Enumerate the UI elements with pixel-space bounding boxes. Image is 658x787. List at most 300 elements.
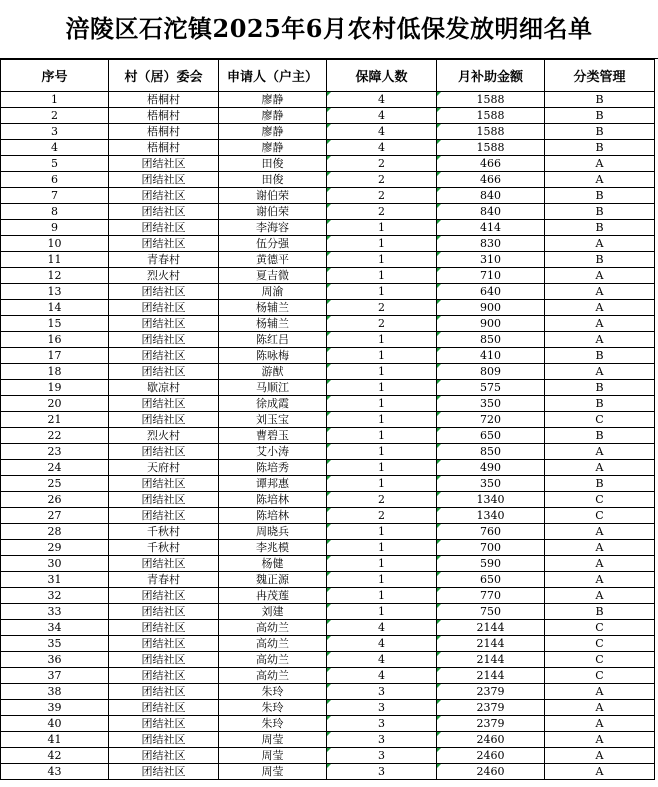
cell-serial[interactable]: 20 <box>1 396 109 412</box>
cell-category[interactable]: A <box>545 748 655 764</box>
cell-village[interactable]: 团结社区 <box>109 220 219 236</box>
cell-category[interactable]: A <box>545 332 655 348</box>
table-row <box>1 748 655 764</box>
cell-serial[interactable]: 25 <box>1 476 109 492</box>
cell-category[interactable]: A <box>545 572 655 588</box>
cell-category[interactable]: C <box>545 412 655 428</box>
table-row <box>1 300 655 316</box>
table-row <box>1 508 655 524</box>
cell-village[interactable]: 歇凉村 <box>109 380 219 396</box>
cell-village[interactable]: 青春村 <box>109 252 219 268</box>
cell-persons[interactable]: 1 <box>327 524 437 540</box>
cell-serial[interactable]: 41 <box>1 732 109 748</box>
cell-persons[interactable]: 1 <box>327 604 437 620</box>
cell-category[interactable]: A <box>545 716 655 732</box>
cell-amount[interactable]: 830 <box>437 236 545 252</box>
cell-serial[interactable]: 43 <box>1 764 109 780</box>
cell-village[interactable]: 团结社区 <box>109 348 219 364</box>
cell-amount[interactable]: 809 <box>437 364 545 380</box>
cell-persons[interactable]: 2 <box>327 204 437 220</box>
cell-amount[interactable]: 900 <box>437 300 545 316</box>
cell-persons[interactable]: 1 <box>327 540 437 556</box>
cell-village[interactable]: 团结社区 <box>109 156 219 172</box>
cell-category[interactable]: A <box>545 524 655 540</box>
cell-applicant[interactable]: 杨辅兰 <box>219 316 327 332</box>
cell-amount[interactable]: 760 <box>437 524 545 540</box>
cell-category[interactable]: A <box>545 684 655 700</box>
cell-amount[interactable]: 2460 <box>437 748 545 764</box>
cell-amount[interactable]: 720 <box>437 412 545 428</box>
table-row <box>1 316 655 332</box>
cell-serial[interactable]: 40 <box>1 716 109 732</box>
cell-applicant[interactable]: 艾小涛 <box>219 444 327 460</box>
cell-amount[interactable]: 770 <box>437 588 545 604</box>
cell-serial[interactable]: 32 <box>1 588 109 604</box>
cell-persons[interactable]: 1 <box>327 444 437 460</box>
cell-village[interactable]: 千秋村 <box>109 524 219 540</box>
cell-applicant[interactable]: 周渝 <box>219 284 327 300</box>
table-row <box>1 236 655 252</box>
cell-applicant[interactable]: 田俊 <box>219 156 327 172</box>
cell-category[interactable]: B <box>545 108 655 124</box>
cell-serial[interactable]: 15 <box>1 316 109 332</box>
cell-category[interactable]: A <box>545 316 655 332</box>
cell-serial[interactable]: 30 <box>1 556 109 572</box>
cell-persons[interactable]: 4 <box>327 124 437 140</box>
cell-applicant[interactable]: 魏正源 <box>219 572 327 588</box>
cell-persons[interactable]: 1 <box>327 460 437 476</box>
cell-village[interactable]: 团结社区 <box>109 732 219 748</box>
cell-serial[interactable]: 38 <box>1 684 109 700</box>
cell-serial[interactable]: 23 <box>1 444 109 460</box>
cell-category[interactable]: C <box>545 492 655 508</box>
cell-amount[interactable]: 840 <box>437 204 545 220</box>
cell-applicant[interactable]: 朱玲 <box>219 684 327 700</box>
cell-category[interactable]: A <box>545 700 655 716</box>
cell-serial[interactable]: 31 <box>1 572 109 588</box>
cell-serial[interactable]: 27 <box>1 508 109 524</box>
cell-persons[interactable]: 2 <box>327 156 437 172</box>
cell-amount[interactable]: 350 <box>437 396 545 412</box>
cell-village[interactable]: 团结社区 <box>109 476 219 492</box>
cell-village[interactable]: 团结社区 <box>109 620 219 636</box>
cell-category[interactable]: B <box>545 396 655 412</box>
cell-category[interactable]: B <box>545 140 655 156</box>
cell-amount[interactable]: 2144 <box>437 668 545 684</box>
cell-applicant[interactable]: 朱玲 <box>219 700 327 716</box>
table-row <box>1 476 655 492</box>
cell-persons[interactable]: 1 <box>327 364 437 380</box>
cell-serial[interactable]: 17 <box>1 348 109 364</box>
cell-applicant[interactable]: 黄德平 <box>219 252 327 268</box>
cell-village[interactable]: 梧桐村 <box>109 140 219 156</box>
cell-serial[interactable]: 19 <box>1 380 109 396</box>
header-row <box>1 60 655 92</box>
cell-applicant[interactable]: 高幼兰 <box>219 652 327 668</box>
cell-village[interactable]: 梧桐村 <box>109 92 219 108</box>
cell-village[interactable]: 团结社区 <box>109 764 219 780</box>
cell-applicant[interactable]: 谭邦惠 <box>219 476 327 492</box>
cell-village[interactable]: 团结社区 <box>109 684 219 700</box>
cell-persons[interactable]: 2 <box>327 300 437 316</box>
cell-persons[interactable]: 4 <box>327 668 437 684</box>
cell-serial[interactable]: 42 <box>1 748 109 764</box>
cell-serial[interactable]: 28 <box>1 524 109 540</box>
cell-persons[interactable]: 1 <box>327 380 437 396</box>
cell-serial[interactable]: 37 <box>1 668 109 684</box>
cell-applicant[interactable]: 朱玲 <box>219 716 327 732</box>
cell-category[interactable]: A <box>545 156 655 172</box>
cell-persons[interactable]: 3 <box>327 764 437 780</box>
cell-persons[interactable]: 1 <box>327 332 437 348</box>
cell-amount[interactable]: 466 <box>437 156 545 172</box>
cell-village[interactable]: 团结社区 <box>109 588 219 604</box>
cell-amount[interactable]: 350 <box>437 476 545 492</box>
cell-amount[interactable]: 414 <box>437 220 545 236</box>
cell-village[interactable]: 团结社区 <box>109 284 219 300</box>
cell-persons[interactable]: 1 <box>327 236 437 252</box>
cell-serial[interactable]: 18 <box>1 364 109 380</box>
cell-amount[interactable]: 590 <box>437 556 545 572</box>
cell-applicant[interactable]: 徐成霞 <box>219 396 327 412</box>
cell-serial[interactable]: 6 <box>1 172 109 188</box>
cell-amount[interactable]: 1340 <box>437 508 545 524</box>
cell-applicant[interactable]: 陈咏梅 <box>219 348 327 364</box>
cell-village[interactable]: 团结社区 <box>109 172 219 188</box>
cell-amount[interactable]: 640 <box>437 284 545 300</box>
cell-amount[interactable]: 650 <box>437 572 545 588</box>
cell-amount[interactable]: 700 <box>437 540 545 556</box>
cell-amount[interactable]: 2379 <box>437 700 545 716</box>
cell-applicant[interactable]: 谢伯荣 <box>219 204 327 220</box>
cell-applicant[interactable]: 周晓兵 <box>219 524 327 540</box>
cell-serial[interactable]: 21 <box>1 412 109 428</box>
cell-village[interactable]: 团结社区 <box>109 396 219 412</box>
cell-persons[interactable]: 4 <box>327 140 437 156</box>
table-row <box>1 284 655 300</box>
table-row <box>1 268 655 284</box>
cell-amount[interactable]: 650 <box>437 428 545 444</box>
cell-serial[interactable]: 4 <box>1 140 109 156</box>
cell-category[interactable]: B <box>545 604 655 620</box>
cell-persons[interactable]: 1 <box>327 220 437 236</box>
cell-village[interactable]: 团结社区 <box>109 556 219 572</box>
cell-village[interactable]: 天府村 <box>109 460 219 476</box>
cell-persons[interactable]: 2 <box>327 172 437 188</box>
cell-village[interactable]: 团结社区 <box>109 316 219 332</box>
cell-serial[interactable]: 39 <box>1 700 109 716</box>
cell-category[interactable]: B <box>545 188 655 204</box>
cell-village[interactable]: 团结社区 <box>109 748 219 764</box>
cell-village[interactable]: 团结社区 <box>109 412 219 428</box>
header-category[interactable]: 分类管理 <box>545 60 655 92</box>
table-row <box>1 588 655 604</box>
cell-category[interactable]: B <box>545 380 655 396</box>
cell-applicant[interactable]: 刘建 <box>219 604 327 620</box>
header-persons[interactable]: 保障人数 <box>327 60 437 92</box>
cell-amount[interactable]: 900 <box>437 316 545 332</box>
cell-applicant[interactable]: 游猷 <box>219 364 327 380</box>
cell-persons[interactable]: 1 <box>327 428 437 444</box>
cell-amount[interactable]: 1588 <box>437 124 545 140</box>
table-row <box>1 396 655 412</box>
cell-category[interactable]: A <box>545 732 655 748</box>
cell-serial[interactable]: 26 <box>1 492 109 508</box>
cell-category[interactable]: A <box>545 300 655 316</box>
cell-persons[interactable]: 3 <box>327 716 437 732</box>
cell-village[interactable]: 团结社区 <box>109 444 219 460</box>
cell-amount[interactable]: 840 <box>437 188 545 204</box>
cell-applicant[interactable]: 谢伯荣 <box>219 188 327 204</box>
cell-serial[interactable]: 14 <box>1 300 109 316</box>
cell-category[interactable]: B <box>545 220 655 236</box>
cell-persons[interactable]: 1 <box>327 252 437 268</box>
cell-serial[interactable]: 7 <box>1 188 109 204</box>
cell-persons[interactable]: 1 <box>327 588 437 604</box>
table-row <box>1 348 655 364</box>
table-row <box>1 156 655 172</box>
cell-applicant[interactable]: 廖静 <box>219 92 327 108</box>
cell-applicant[interactable]: 马顺江 <box>219 380 327 396</box>
cell-persons[interactable]: 1 <box>327 572 437 588</box>
table-row <box>1 380 655 396</box>
table-row <box>1 732 655 748</box>
cell-category[interactable]: A <box>545 236 655 252</box>
cell-category[interactable]: B <box>545 204 655 220</box>
cell-category[interactable]: A <box>545 540 655 556</box>
header-applicant[interactable]: 申请人（户主） <box>219 60 327 92</box>
cell-serial[interactable]: 33 <box>1 604 109 620</box>
cell-village[interactable]: 团结社区 <box>109 236 219 252</box>
cell-village[interactable]: 团结社区 <box>109 716 219 732</box>
cell-serial[interactable]: 12 <box>1 268 109 284</box>
cell-village[interactable]: 千秋村 <box>109 540 219 556</box>
cell-category[interactable]: A <box>545 284 655 300</box>
cell-applicant[interactable]: 陈培林 <box>219 508 327 524</box>
cell-applicant[interactable]: 杨辅兰 <box>219 300 327 316</box>
header-village[interactable]: 村（居）委会 <box>109 60 219 92</box>
cell-applicant[interactable]: 冉茂莲 <box>219 588 327 604</box>
cell-village[interactable]: 烈火村 <box>109 428 219 444</box>
cell-village[interactable]: 团结社区 <box>109 332 219 348</box>
cell-category[interactable]: B <box>545 252 655 268</box>
cell-village[interactable]: 烈火村 <box>109 268 219 284</box>
cell-category[interactable]: A <box>545 556 655 572</box>
cell-applicant[interactable]: 周莹 <box>219 764 327 780</box>
cell-amount[interactable]: 850 <box>437 444 545 460</box>
cell-category[interactable]: A <box>545 444 655 460</box>
header-serial[interactable]: 序号 <box>1 60 109 92</box>
cell-persons[interactable]: 1 <box>327 396 437 412</box>
cell-serial[interactable]: 11 <box>1 252 109 268</box>
cell-persons[interactable]: 4 <box>327 620 437 636</box>
cell-serial[interactable]: 36 <box>1 652 109 668</box>
cell-applicant[interactable]: 曹碧玉 <box>219 428 327 444</box>
cell-village[interactable]: 团结社区 <box>109 508 219 524</box>
cell-persons[interactable]: 1 <box>327 284 437 300</box>
cell-serial[interactable]: 2 <box>1 108 109 124</box>
cell-applicant[interactable]: 伍分强 <box>219 236 327 252</box>
cell-applicant[interactable]: 周莹 <box>219 748 327 764</box>
cell-category[interactable]: B <box>545 428 655 444</box>
table-row <box>1 620 655 636</box>
cell-amount[interactable]: 1588 <box>437 108 545 124</box>
cell-applicant[interactable]: 周莹 <box>219 732 327 748</box>
cell-serial[interactable]: 13 <box>1 284 109 300</box>
table-row <box>1 764 655 780</box>
cell-serial[interactable]: 24 <box>1 460 109 476</box>
cell-applicant[interactable]: 陈红吕 <box>219 332 327 348</box>
table-row <box>1 204 655 220</box>
cell-persons[interactable]: 1 <box>327 268 437 284</box>
cell-persons[interactable]: 3 <box>327 748 437 764</box>
cell-persons[interactable]: 4 <box>327 108 437 124</box>
cell-serial[interactable]: 5 <box>1 156 109 172</box>
cell-village[interactable]: 团结社区 <box>109 188 219 204</box>
cell-village[interactable]: 团结社区 <box>109 300 219 316</box>
cell-applicant[interactable]: 李兆模 <box>219 540 327 556</box>
table-row <box>1 700 655 716</box>
cell-category[interactable]: B <box>545 476 655 492</box>
cell-persons[interactable]: 1 <box>327 412 437 428</box>
cell-persons[interactable]: 2 <box>327 492 437 508</box>
cell-amount[interactable]: 310 <box>437 252 545 268</box>
cell-persons[interactable]: 1 <box>327 348 437 364</box>
cell-amount[interactable]: 750 <box>437 604 545 620</box>
table-row <box>1 572 655 588</box>
cell-amount[interactable]: 2379 <box>437 716 545 732</box>
table-row <box>1 140 655 156</box>
cell-amount[interactable]: 2144 <box>437 620 545 636</box>
cell-applicant[interactable]: 陈培秀 <box>219 460 327 476</box>
table-row <box>1 444 655 460</box>
cell-amount[interactable]: 466 <box>437 172 545 188</box>
cell-amount[interactable]: 850 <box>437 332 545 348</box>
cell-village[interactable]: 团结社区 <box>109 636 219 652</box>
cell-amount[interactable]: 1340 <box>437 492 545 508</box>
cell-applicant[interactable]: 高幼兰 <box>219 636 327 652</box>
table-row <box>1 540 655 556</box>
cell-village[interactable]: 团结社区 <box>109 364 219 380</box>
table-row <box>1 604 655 620</box>
cell-category[interactable]: A <box>545 172 655 188</box>
cell-applicant[interactable]: 高幼兰 <box>219 620 327 636</box>
cell-applicant[interactable]: 廖静 <box>219 140 327 156</box>
cell-serial[interactable]: 16 <box>1 332 109 348</box>
cell-category[interactable]: A <box>545 364 655 380</box>
cell-category[interactable]: C <box>545 620 655 636</box>
cell-applicant[interactable]: 高幼兰 <box>219 668 327 684</box>
cell-category[interactable]: C <box>545 668 655 684</box>
subsidy-table <box>0 59 655 780</box>
cell-village[interactable]: 梧桐村 <box>109 124 219 140</box>
cell-amount[interactable]: 2144 <box>437 636 545 652</box>
cell-applicant[interactable]: 李海容 <box>219 220 327 236</box>
cell-amount[interactable]: 710 <box>437 268 545 284</box>
cell-category[interactable]: A <box>545 268 655 284</box>
cell-serial[interactable]: 8 <box>1 204 109 220</box>
table-row <box>1 412 655 428</box>
cell-serial[interactable]: 3 <box>1 124 109 140</box>
cell-village[interactable]: 青春村 <box>109 572 219 588</box>
cell-village[interactable]: 团结社区 <box>109 204 219 220</box>
table-row <box>1 220 655 236</box>
cell-serial[interactable]: 1 <box>1 92 109 108</box>
cell-village[interactable]: 团结社区 <box>109 700 219 716</box>
header-amount[interactable]: 月补助金额 <box>437 60 545 92</box>
cell-category[interactable]: A <box>545 764 655 780</box>
cell-amount[interactable]: 2460 <box>437 764 545 780</box>
cell-category[interactable]: C <box>545 652 655 668</box>
cell-serial[interactable]: 9 <box>1 220 109 236</box>
cell-persons[interactable]: 4 <box>327 92 437 108</box>
cell-persons[interactable]: 2 <box>327 188 437 204</box>
cell-category[interactable]: B <box>545 348 655 364</box>
cell-persons[interactable]: 3 <box>327 732 437 748</box>
table-row <box>1 556 655 572</box>
cell-amount[interactable]: 1588 <box>437 92 545 108</box>
cell-persons[interactable]: 4 <box>327 636 437 652</box>
cell-serial[interactable]: 29 <box>1 540 109 556</box>
table-row <box>1 716 655 732</box>
cell-amount[interactable]: 2460 <box>437 732 545 748</box>
table-row <box>1 668 655 684</box>
cell-category[interactable]: C <box>545 636 655 652</box>
cell-applicant[interactable]: 廖静 <box>219 124 327 140</box>
cell-applicant[interactable]: 杨健 <box>219 556 327 572</box>
cell-serial[interactable]: 34 <box>1 620 109 636</box>
table-row <box>1 684 655 700</box>
cell-persons[interactable]: 2 <box>327 316 437 332</box>
cell-category[interactable]: A <box>545 460 655 476</box>
cell-persons[interactable]: 4 <box>327 652 437 668</box>
table-row <box>1 172 655 188</box>
cell-applicant[interactable]: 田俊 <box>219 172 327 188</box>
cell-serial[interactable]: 22 <box>1 428 109 444</box>
cell-applicant[interactable]: 刘玉宝 <box>219 412 327 428</box>
cell-persons[interactable]: 3 <box>327 700 437 716</box>
cell-category[interactable]: C <box>545 508 655 524</box>
cell-amount[interactable]: 2379 <box>437 684 545 700</box>
cell-applicant[interactable]: 廖静 <box>219 108 327 124</box>
cell-persons[interactable]: 1 <box>327 556 437 572</box>
cell-persons[interactable]: 3 <box>327 684 437 700</box>
cell-category[interactable]: B <box>545 92 655 108</box>
cell-applicant[interactable]: 陈培林 <box>219 492 327 508</box>
cell-amount[interactable]: 410 <box>437 348 545 364</box>
table-row <box>1 252 655 268</box>
cell-village[interactable]: 团结社区 <box>109 492 219 508</box>
table-row <box>1 332 655 348</box>
cell-persons[interactable]: 1 <box>327 476 437 492</box>
cell-amount[interactable]: 2144 <box>437 652 545 668</box>
cell-village[interactable]: 团结社区 <box>109 652 219 668</box>
cell-serial[interactable]: 10 <box>1 236 109 252</box>
cell-village[interactable]: 团结社区 <box>109 604 219 620</box>
cell-persons[interactable]: 2 <box>327 508 437 524</box>
table-row <box>1 92 655 108</box>
cell-category[interactable]: A <box>545 588 655 604</box>
cell-amount[interactable]: 490 <box>437 460 545 476</box>
cell-amount[interactable]: 575 <box>437 380 545 396</box>
cell-category[interactable]: B <box>545 124 655 140</box>
cell-applicant[interactable]: 夏吉微 <box>219 268 327 284</box>
table-row <box>1 492 655 508</box>
cell-serial[interactable]: 35 <box>1 636 109 652</box>
cell-village[interactable]: 团结社区 <box>109 668 219 684</box>
cell-amount[interactable]: 1588 <box>437 140 545 156</box>
cell-village[interactable]: 梧桐村 <box>109 108 219 124</box>
